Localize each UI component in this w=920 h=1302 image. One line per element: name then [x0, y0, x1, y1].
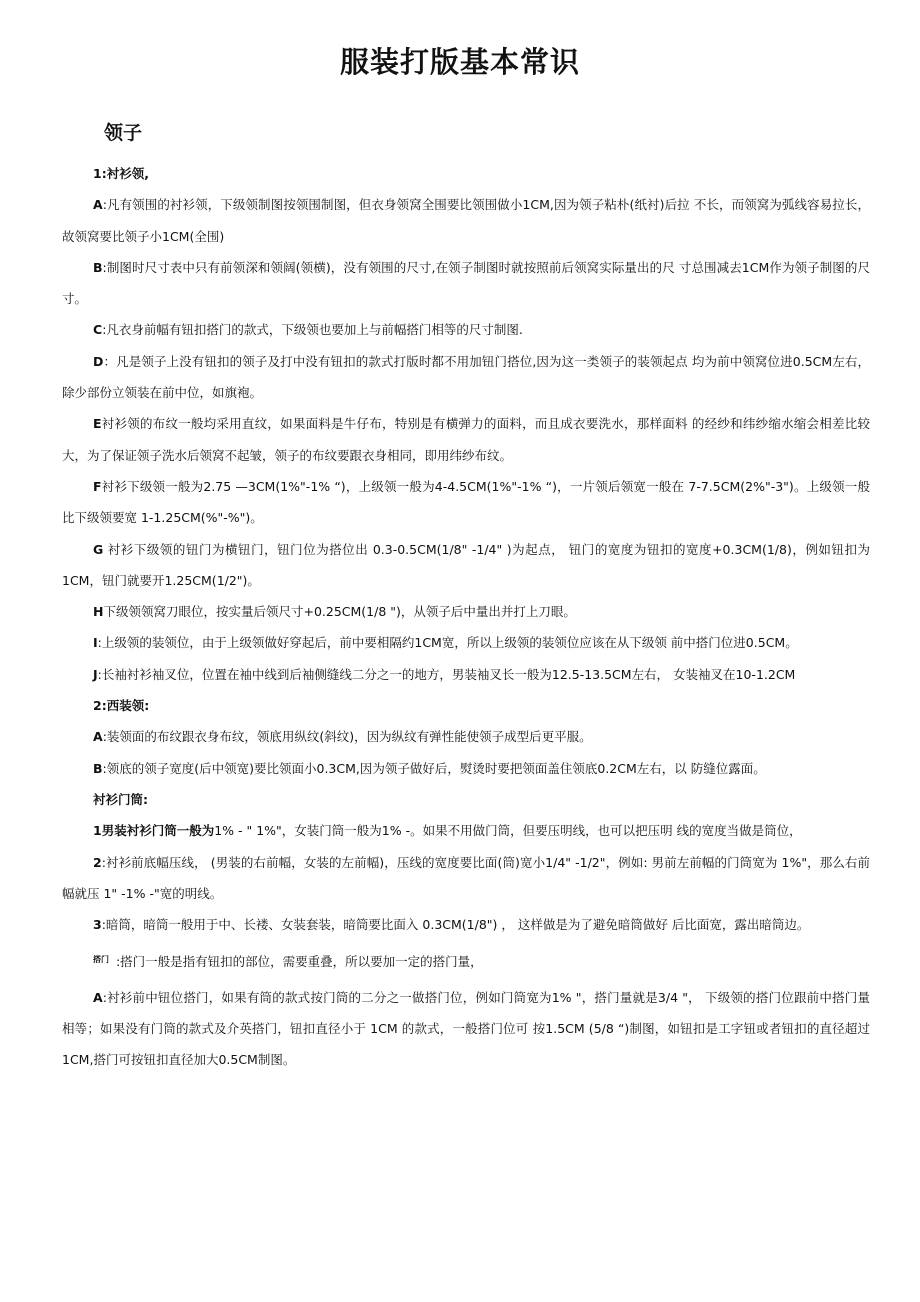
paragraph-text: :长袖衬衫袖叉位，位置在袖中线到后袖侧缝线二分之一的地方，男装袖叉长一般为12.5-13.5CM左右， 女装袖叉在10-1.2CM: [97, 666, 796, 682]
paragraph-text: :凡衣身前幅有钮扣搭门的款式，下级领也要加上与前幅搭门相等的尺寸制图.: [102, 322, 523, 338]
paragraph: [62, 982, 870, 1076]
paragraph: [62, 815, 870, 846]
paragraph-lead: C: [93, 322, 103, 338]
paragraph-lead: F: [93, 478, 102, 494]
paragraph-text: 1% - " 1%"，女装门筒一般为1% -。如果不用做门筒，但要压明线，也可以把压明 线的宽度当做是筒位，: [214, 823, 802, 839]
paragraph-lead: J: [93, 666, 98, 682]
paragraph-lead: A: [93, 197, 103, 213]
paragraph: [62, 627, 870, 658]
paragraph-text: ：凡是领子上没有钮扣的领子及打中没有钮扣的款式打版时都不用加钮门搭位,因为这一类领子的装领起点 均为前中领窝位进0.5CM左右，除少部份立领装在前中位，如旗袍。: [62, 353, 870, 401]
paragraph-lead: 2: [93, 854, 102, 870]
paragraph: [62, 252, 870, 315]
paragraph-text: :凡有领围的衬衫领，下级领制图按领围制图，但衣身领窝全围要比领围做小1CM,因为领子粘朴(纸衬)后拉 不长，而领窝为弧线容易拉长，故领窝要比领子小1CM(全围): [62, 197, 870, 244]
paragraph-lead: E: [93, 416, 102, 432]
paragraph-text: :制图时尺寸表中只有前领深和领阔(领横)，没有领围的尺寸,在领子制图时就按照前后领窝实际量出的尺 寸总围减去1CM作为领子制图的尺寸。: [62, 259, 870, 307]
paragraph: [62, 189, 870, 252]
paragraph-lead: D: [93, 353, 104, 369]
paragraph-lead: B: [93, 259, 103, 275]
paragraph: [62, 659, 870, 690]
paragraph: [62, 847, 870, 910]
paragraph: [62, 721, 870, 752]
paragraph-text: 衬衫下级领一般为2.75 —3CM(1%"-1% “)，上级领一般为4-4.5CM(1%"-1% “)，一片领后领宽一般在 7-7.5CM(2%"-3")。上级领一般比下级领要宽 1-1.25CM(%"-%")。: [62, 478, 870, 526]
paragraph: [62, 596, 870, 627]
document-body: [62, 158, 870, 1076]
paragraph-lead: A: [93, 989, 103, 1005]
paragraph: [62, 534, 870, 597]
paragraph-lead: 1男装衬衫门筒一般为: [93, 823, 215, 839]
paragraph: [62, 471, 870, 534]
page-title: 服装打版基本常识: [339, 45, 580, 79]
paragraph: [62, 909, 870, 940]
paragraph-lead: G: [93, 541, 104, 557]
paragraph-text: :衬衫前中钮位搭门，如果有筒的款式按门筒的二分之一做搭门位，例如门筒宽为1% "，搭门量就是3/4 "， 下级领的搭门位跟前中搭门量相等；如果没有门筒的款式及介英搭门，钮扣直径小于 1CM 的款式，一般搭门位可 按1.5CM (5/8 “)制图，如钮扣是工字钮或者钮扣的直径超过1CM,搭门可按钮扣直径加大0.5CM制图。: [62, 989, 870, 1068]
paragraph-text: :暗筒，暗筒一般用于中、长褛、女装套装，暗筒要比面入 0.3CM(1/8") ， 这样做是为了避免暗筒做好 后比面宽，露出暗筒边。: [101, 917, 810, 933]
paragraph: [62, 346, 870, 409]
section-heading: 领子: [104, 122, 143, 144]
paragraph-text: 下级领领窝刀眼位，按实量后领尺寸+0.25CM(1/8 ")，从领子后中量出并打上刀眼。: [103, 604, 576, 620]
paragraph-text: 衬衫下级领的钮门为横钮门，钮门位为搭位出 0.3-0.5CM(1/8" -1/4" )为起点， 钮门的宽度为钮扣的宽度+0.3CM(1/8)，例如钮扣为1CM，钮门就要开1.25CM(1/2")。: [62, 541, 870, 588]
paragraph-text: :领底的领子宽度(后中领宽)要比领面小0.3CM,因为领子做好后，熨烫时要把领面盖住领底0.2CM左右，以 防缝位露面。: [102, 760, 766, 776]
paragraph: [62, 944, 870, 977]
paragraph-text: :衬衫前底幅压线， (男装的右前幅，女装的左前幅)，压线的宽度要比面(筒)宽小1/4" -1/2"，例如: 男前左前幅的门筒宽为 1%"，那么右前幅就压 1" -1% -"宽的明线。: [62, 854, 870, 901]
paragraph-lead: A: [93, 729, 103, 745]
paragraph-text: 衬衫领的布纹一般均采用直纹，如果面料是牛仔布，特别是有横弹力的面料，而且成衣要洗水，那样面料 的经纱和纬纱缩水缩会相差比较大，为了保证领子洗水后领窝不起皱，领子的布纹要跟衣身相同，即用纬纱布纹。: [62, 416, 870, 463]
paragraph: [62, 753, 870, 784]
paragraph-text: :搭门一般是指有钮扣的部位，需要重叠，所以要加一定的搭门量，: [112, 954, 483, 970]
paragraph: [62, 408, 870, 471]
paragraph-text: :装领面的布纹跟衣身布纹，领底用纵纹(斜纹)，因为纵纹有弹性能使领子成型后更平服。: [102, 729, 592, 745]
subheading-shirt-placket: 衬衫门筒:: [93, 791, 148, 807]
paragraph-lead: I: [93, 635, 98, 651]
paragraph: [62, 314, 870, 345]
placket-superscript-label: 搭门: [93, 955, 109, 965]
paragraph-lead: H: [93, 604, 104, 620]
paragraph-lead: B: [93, 760, 103, 776]
subheading-suit-collar: 2:西装领:: [93, 698, 150, 714]
paragraph-text: :上级领的装领位，由于上级领做好穿起后，前中要相隔约1CM宽，所以上级领的装领位应该在从下级领 前中搭门位进0.5CM。: [97, 635, 798, 651]
paragraph-lead: 3: [93, 917, 102, 933]
subheading-shirt-collar: 1:衬衫领,: [93, 166, 149, 181]
